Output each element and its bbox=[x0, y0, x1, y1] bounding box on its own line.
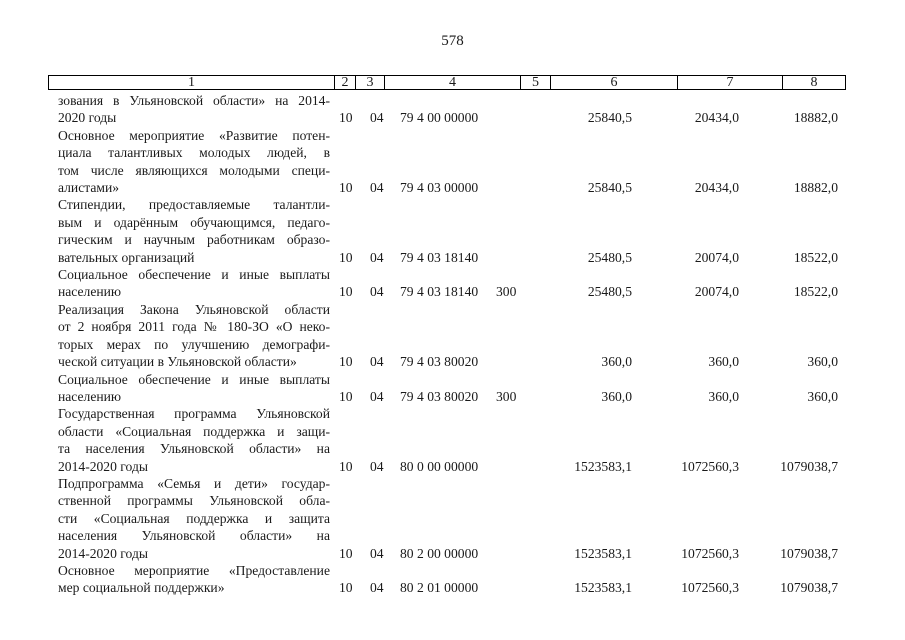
table-header bbox=[48, 75, 846, 90]
cell-c4: 80 2 00 00000 bbox=[400, 545, 479, 561]
table-body bbox=[0, 92, 905, 597]
cell-c8: 1079038,7 bbox=[780, 458, 838, 474]
cell-c4: 80 0 00 00000 bbox=[400, 458, 479, 474]
description-line: мер социальной поддержки» bbox=[58, 580, 225, 596]
row-description bbox=[58, 301, 330, 371]
table-row bbox=[0, 562, 905, 597]
description-line: ственной программы Ульяновской обла- bbox=[58, 493, 330, 509]
cell-c2: 10 bbox=[339, 110, 353, 126]
header-col-3: 3 bbox=[356, 76, 385, 89]
cell-c3: 04 bbox=[370, 354, 384, 370]
description-line: Стипендии, предоставляемые талантли- bbox=[58, 197, 330, 213]
cell-c6: 25480,5 bbox=[587, 284, 632, 300]
description-line: алистами» bbox=[58, 180, 120, 196]
cell-c3: 04 bbox=[370, 110, 384, 126]
cell-c6: 25840,5 bbox=[587, 110, 632, 126]
cell-c3: 04 bbox=[370, 580, 384, 596]
cell-c6: 360,0 bbox=[601, 354, 632, 370]
description-line: от 2 ноября 2011 года № 180-ЗО «О неко- bbox=[58, 319, 330, 335]
cell-c4: 79 4 03 18140 bbox=[400, 284, 479, 300]
cell-c2: 10 bbox=[339, 249, 353, 265]
row-description bbox=[58, 196, 330, 266]
cell-c8: 18522,0 bbox=[793, 284, 838, 300]
cell-c7: 20434,0 bbox=[694, 180, 739, 196]
header-col-2: 2 bbox=[335, 76, 356, 89]
row-description bbox=[58, 92, 330, 127]
cell-c8: 18882,0 bbox=[793, 110, 838, 126]
cell-c8: 18882,0 bbox=[793, 180, 838, 196]
cell-c6: 25480,5 bbox=[587, 249, 632, 265]
cell-c4: 80 2 01 00000 bbox=[400, 580, 479, 596]
table-row bbox=[0, 196, 905, 266]
table-row bbox=[0, 475, 905, 562]
description-line: ческой ситуации в Ульяновской области» bbox=[58, 354, 297, 370]
row-description bbox=[58, 371, 330, 406]
cell-c2: 10 bbox=[339, 388, 353, 404]
header-col-8: 8 bbox=[810, 75, 818, 90]
cell-c7: 360,0 bbox=[708, 354, 739, 370]
header-col-4: 4 bbox=[385, 76, 521, 89]
description-line: вательных организаций bbox=[58, 249, 195, 265]
cell-c8: 18522,0 bbox=[793, 249, 838, 265]
header-col-7: 7 bbox=[678, 76, 783, 89]
description-line: 2020 годы bbox=[58, 110, 117, 126]
description-line: Подпрограмма «Семья и дети» государ- bbox=[58, 475, 330, 491]
row-description bbox=[58, 127, 330, 197]
description-line: 2014-2020 годы bbox=[58, 458, 148, 474]
cell-c2: 10 bbox=[339, 284, 353, 300]
description-line: Государственная программа Ульяновской bbox=[58, 406, 330, 422]
cell-c7: 360,0 bbox=[708, 388, 739, 404]
description-line: та населения Ульяновской области» на bbox=[58, 441, 330, 457]
cell-c3: 04 bbox=[370, 180, 384, 196]
cell-c4: 79 4 03 80020 bbox=[400, 354, 479, 370]
cell-c6: 1523583,1 bbox=[574, 458, 632, 474]
cell-c2: 10 bbox=[339, 458, 353, 474]
cell-c6: 25840,5 bbox=[587, 180, 632, 196]
description-line: Основное мероприятие «Предоставление bbox=[58, 562, 330, 578]
cell-c3: 04 bbox=[370, 249, 384, 265]
header-col-5: 5 bbox=[521, 76, 551, 89]
table-row bbox=[0, 405, 905, 475]
cell-c4: 79 4 03 80020 bbox=[400, 388, 479, 404]
row-description bbox=[58, 562, 330, 597]
cell-c4: 79 4 00 00000 bbox=[400, 110, 479, 126]
header-col-1: 1 bbox=[49, 76, 335, 89]
description-line: населению bbox=[58, 284, 122, 300]
cell-c8: 360,0 bbox=[807, 388, 838, 404]
cell-c2: 10 bbox=[339, 580, 353, 596]
cell-c5: 300 bbox=[496, 388, 517, 404]
cell-c5: 300 bbox=[496, 284, 517, 300]
cell-c7: 1072560,3 bbox=[681, 580, 739, 596]
cell-c7: 1072560,3 bbox=[681, 545, 739, 561]
cell-c6: 1523583,1 bbox=[574, 545, 632, 561]
cell-c6: 360,0 bbox=[601, 388, 632, 404]
description-line: зования в Ульяновской области» на 2014- bbox=[58, 93, 330, 108]
description-line: вым и одарённым обучающимся, педаго- bbox=[58, 214, 330, 230]
row-description bbox=[58, 475, 330, 562]
table-row bbox=[0, 92, 905, 127]
description-line: том числе являющихся молодыми специ- bbox=[58, 162, 330, 178]
cell-c7: 20074,0 bbox=[694, 284, 739, 300]
cell-c7: 20434,0 bbox=[694, 110, 739, 126]
table-row bbox=[0, 127, 905, 197]
cell-c8: 1079038,7 bbox=[780, 545, 838, 561]
table-row bbox=[0, 266, 905, 301]
description-line: Социальное обеспечение и иные выплаты bbox=[58, 267, 330, 283]
cell-c3: 04 bbox=[370, 545, 384, 561]
table-row bbox=[0, 301, 905, 371]
cell-c2: 10 bbox=[339, 354, 353, 370]
cell-c8: 1079038,7 bbox=[780, 580, 838, 596]
page-number: 578 bbox=[441, 33, 464, 49]
description-line: сти «Социальная поддержка и защита bbox=[58, 510, 330, 526]
description-line: Основное мероприятие «Развитие потен- bbox=[58, 127, 330, 143]
cell-c2: 10 bbox=[339, 180, 353, 196]
cell-c4: 79 4 03 18140 bbox=[400, 249, 479, 265]
row-description bbox=[58, 266, 330, 301]
cell-c7: 20074,0 bbox=[694, 249, 739, 265]
description-line: населению bbox=[58, 388, 122, 404]
row-description bbox=[58, 405, 330, 475]
description-line: Реализация Закона Ульяновской области bbox=[58, 301, 330, 317]
cell-c7: 1072560,3 bbox=[681, 458, 739, 474]
description-line: области «Социальная поддержка и защи- bbox=[58, 423, 330, 439]
cell-c3: 04 bbox=[370, 458, 384, 474]
cell-c3: 04 bbox=[370, 388, 384, 404]
description-line: торых мерах по улучшению демографи- bbox=[58, 336, 330, 352]
header-col-6: 6 bbox=[551, 76, 678, 89]
cell-c8: 360,0 bbox=[807, 354, 838, 370]
cell-c3: 04 bbox=[370, 284, 384, 300]
description-line: 2014-2020 годы bbox=[58, 545, 148, 561]
cell-c4: 79 4 03 00000 bbox=[400, 180, 479, 196]
cell-c6: 1523583,1 bbox=[574, 580, 632, 596]
description-line: циала талантливых молодых людей, в bbox=[58, 145, 330, 161]
description-line: населения Ульяновской области» на bbox=[58, 528, 330, 544]
description-line: Социальное обеспечение и иные выплаты bbox=[58, 371, 330, 387]
cell-c2: 10 bbox=[339, 545, 353, 561]
description-line: гическим и научным работникам образо- bbox=[58, 232, 330, 248]
table-row bbox=[0, 371, 905, 406]
